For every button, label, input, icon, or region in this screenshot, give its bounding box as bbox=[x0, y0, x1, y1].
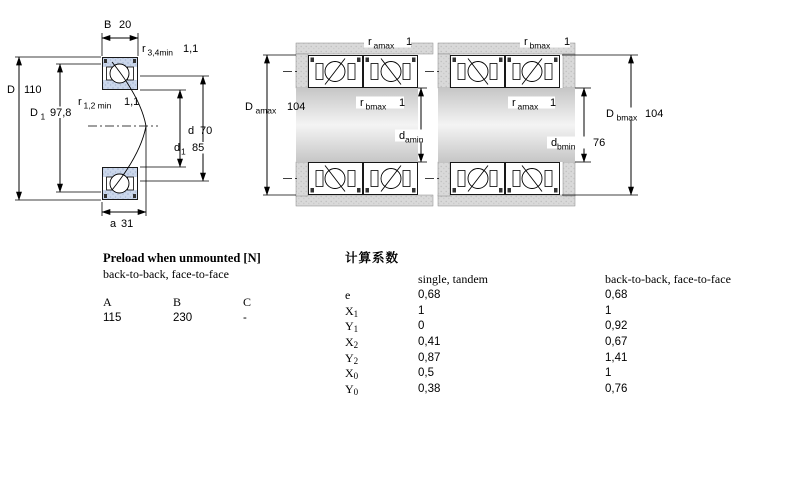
housing-section bbox=[438, 195, 575, 206]
abutment-shoulder bbox=[296, 54, 308, 88]
svg-text:bmax: bmax bbox=[616, 112, 638, 123]
svg-text:amax: amax bbox=[517, 101, 539, 112]
calculation-factors-table bbox=[345, 250, 775, 398]
svg-text:3,4min: 3,4min bbox=[147, 47, 174, 58]
svg-text:r: r bbox=[512, 97, 516, 109]
svg-text:d: d bbox=[399, 130, 406, 142]
housing-section bbox=[296, 195, 433, 206]
svg-text:amin: amin bbox=[405, 134, 424, 145]
factors-col-header-single-tandem: single, tandem bbox=[418, 272, 488, 286]
svg-text:1: 1 bbox=[564, 36, 571, 48]
svg-text:B: B bbox=[104, 19, 112, 31]
abutment-shoulder bbox=[563, 162, 575, 196]
dim-label-Dbmax bbox=[602, 108, 666, 123]
svg-text:1: 1 bbox=[40, 111, 46, 122]
factor-row: X2 0,41 0,67 bbox=[345, 335, 628, 351]
svg-text:1: 1 bbox=[399, 97, 406, 109]
back-to-back-arrangement-drawing bbox=[245, 36, 452, 207]
preload-value: 115 bbox=[103, 312, 122, 324]
abutment-shoulder bbox=[438, 162, 450, 196]
factor-row: Y0 0,38 0,76 bbox=[345, 382, 628, 398]
svg-text:1: 1 bbox=[181, 146, 186, 157]
preload-col-header: B bbox=[173, 295, 182, 309]
svg-text:85: 85 bbox=[192, 142, 205, 154]
dim-label-B bbox=[104, 19, 131, 31]
dim-label-D1 bbox=[30, 107, 77, 122]
single-bearing-drawing bbox=[7, 19, 212, 230]
abutment-shoulder bbox=[563, 54, 575, 88]
svg-text:1,2 min: 1,2 min bbox=[83, 100, 112, 111]
svg-text:r: r bbox=[78, 96, 82, 108]
preload-col-header: A bbox=[103, 295, 112, 309]
preload-subtitle: back-to-back, face-to-face bbox=[103, 267, 229, 281]
svg-text:d: d bbox=[551, 137, 558, 149]
dim-label-r12 bbox=[78, 96, 139, 111]
factor-row: Y2 0,87 1,41 bbox=[345, 350, 628, 366]
svg-text:1,1: 1,1 bbox=[124, 96, 140, 108]
factor-row: X0 0,5 1 bbox=[345, 366, 612, 382]
svg-text:97,8: 97,8 bbox=[50, 107, 72, 119]
svg-text:76: 76 bbox=[593, 137, 606, 149]
svg-text:d: d bbox=[174, 142, 181, 154]
svg-text:amax: amax bbox=[255, 105, 277, 116]
preload-value: 230 bbox=[173, 312, 193, 324]
svg-text:20: 20 bbox=[119, 19, 132, 31]
svg-text:70: 70 bbox=[200, 125, 213, 137]
factor-row: e 0,68 0,68 bbox=[345, 288, 628, 302]
dim-label-r34 bbox=[142, 43, 198, 58]
preload-col-header: C bbox=[243, 295, 252, 309]
svg-text:r: r bbox=[360, 97, 364, 109]
svg-text:r: r bbox=[524, 36, 528, 48]
abutment-shoulder bbox=[296, 162, 308, 196]
svg-text:r: r bbox=[142, 43, 146, 55]
factors-empty-cell bbox=[345, 271, 418, 287]
factors-col-header-back-to-back: back-to-back, face-to-face bbox=[605, 272, 731, 286]
svg-text:amax: amax bbox=[373, 40, 395, 51]
dim-label-a bbox=[110, 218, 133, 230]
bearing-dimension-drawings bbox=[0, 0, 690, 245]
svg-text:D: D bbox=[245, 101, 253, 113]
svg-text:bmin: bmin bbox=[557, 141, 576, 152]
svg-text:bmax: bmax bbox=[365, 101, 387, 112]
svg-text:D: D bbox=[30, 107, 38, 119]
svg-text:1: 1 bbox=[550, 97, 557, 109]
preload-table bbox=[103, 250, 333, 326]
factor-row: X1 1 1 bbox=[345, 303, 612, 319]
svg-text:a: a bbox=[110, 218, 117, 230]
svg-text:104: 104 bbox=[645, 108, 664, 120]
svg-text:d: d bbox=[188, 125, 195, 137]
abutment-shoulder bbox=[438, 54, 450, 88]
dim-label-d bbox=[188, 125, 212, 137]
svg-text:D: D bbox=[7, 84, 15, 96]
svg-text:104: 104 bbox=[287, 101, 306, 113]
dim-label-D bbox=[7, 84, 42, 96]
svg-text:31: 31 bbox=[121, 218, 134, 230]
svg-text:1,1: 1,1 bbox=[183, 43, 199, 55]
factors-title: 计算系数 bbox=[345, 251, 400, 265]
svg-text:bmax: bmax bbox=[529, 40, 551, 51]
svg-text:r: r bbox=[368, 36, 372, 48]
preload-title: Preload when unmounted [N] bbox=[103, 251, 261, 265]
svg-text:D: D bbox=[606, 108, 614, 120]
preload-value: - bbox=[243, 312, 247, 324]
svg-text:110: 110 bbox=[24, 84, 42, 96]
svg-text:1: 1 bbox=[406, 36, 413, 48]
face-to-face-arrangement-drawing bbox=[425, 36, 666, 207]
factor-row: Y1 0 0,92 bbox=[345, 319, 628, 335]
